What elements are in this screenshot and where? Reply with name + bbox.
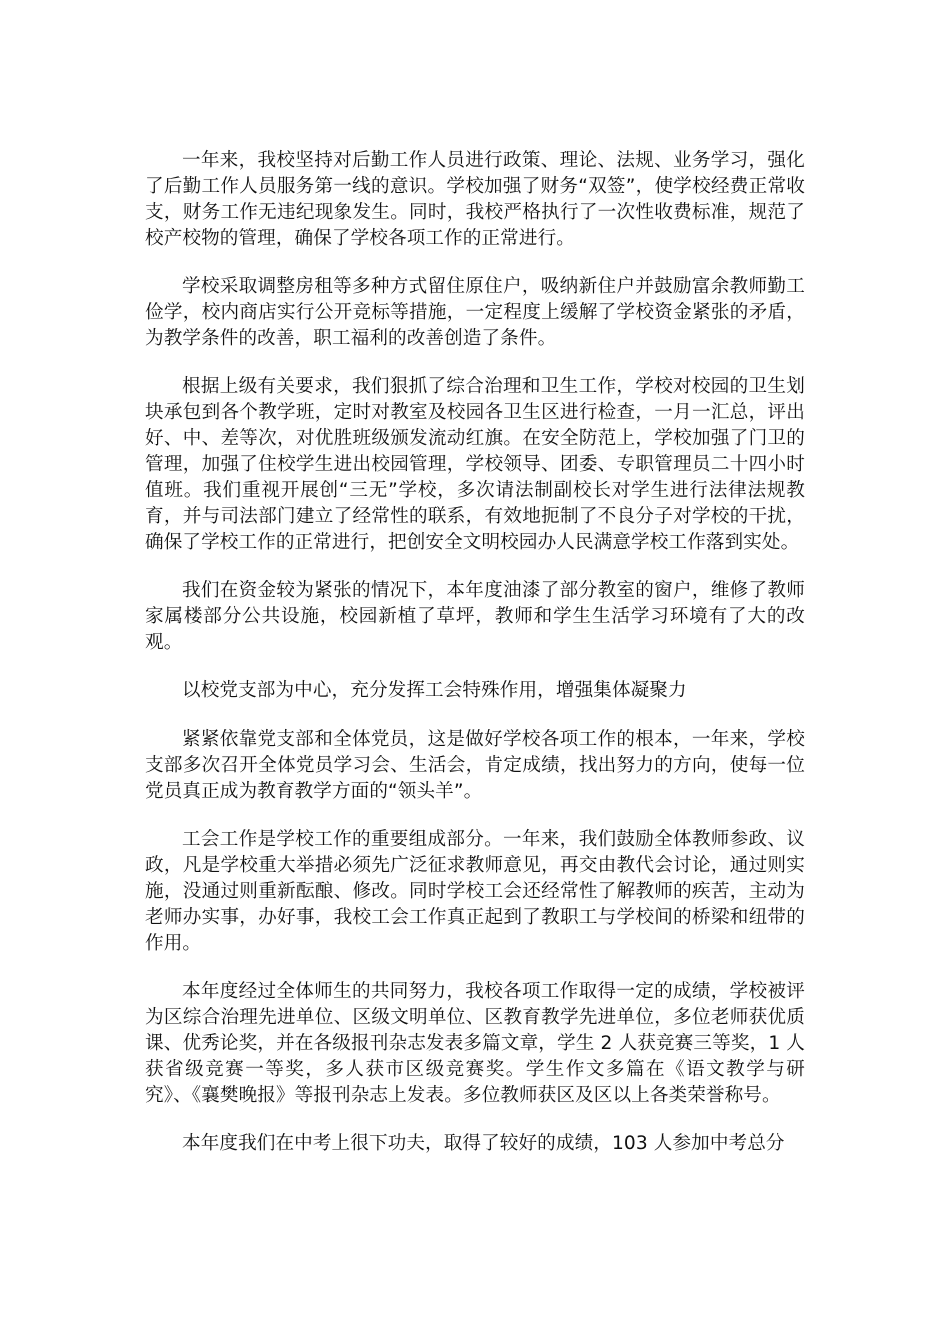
paragraph-funding: 学校采取调整房租等多种方式留住原住户，吸纳新住户并鼓励富余教师勤工俭学，校内商店实行公开竞标等措施，一定程度上缓解了学校资金紧张的矛盾，为教学条件的改善，职工福利的改善创造了条件。	[145, 276, 805, 349]
document-body	[145, 148, 805, 1179]
paragraph-safety: 根据上级有关要求，我们狠抓了综合治理和卫生工作，学校对校园的卫生划块承包到各个教学班，定时对教室及校园各卫生区进行检查，一月一汇总，评出好、中、差等次，对优胜班级颁发流动红旗。在安全防范上，学校加强了门卫的管理，加强了住校学生进出校园管理，学校领导、团委、专职管理员二十四小时值班。我们重视开展创“三无”学校，多次请法制副校长对学生进行法律法规教育，并与司法部门建立了经常性的联系，有效地扼制了不良分子对学校的干扰，确保了学校工作的正常进行，把创安全文明校园办人民满意学校工作落到实处。	[145, 376, 805, 553]
paragraph-party: 紧紧依靠党支部和全体党员，这是做好学校各项工作的根本，一年来，学校支部多次召开全体党员学习会、生活会，肯定成绩，找出努力的方向，使每一位党员真正成为教育教学方面的“领头羊”。	[145, 729, 805, 802]
paragraph-union: 工会工作是学校工作的重要组成部分。一年来，我们鼓励全体教师参政、议政，凡是学校重大举措必须先广泛征求教师意见，再交由教代会讨论，通过则实施，没通过则重新酝酿、修改。同时学校工会还经常性了解教师的疾苦，主动为老师办实事，办好事，我校工会工作真正起到了教职工与学校间的桥梁和纽带的作用。	[145, 829, 805, 954]
paragraph-facilities: 我们在资金较为紧张的情况下，本年度油漆了部分教室的窗户，维修了教师家属楼部分公共设施，校园新植了草坪，教师和学生生活学习环境有了大的改观。	[145, 580, 805, 653]
paragraph-achievements: 本年度经过全体师生的共同努力，我校各项工作取得一定的成绩，学校被评为区综合治理先进单位、区级文明单位、区教育教学先进单位，多位老师获优质课、优秀论奖，并在各级报刊杂志发表多篇文章，学生 2 人获竞赛三等奖，1 人获省级竞赛一等奖，多人获市区级竞赛奖。学生作文多篇在《语文教学与研究》、《襄樊晚报》等报刊杂志上发表。多位教师获区及区以上各类荣誉称号。	[145, 981, 805, 1106]
paragraph-logistics: 一年来，我校坚持对后勤工作人员进行政策、理论、法规、业务学习，强化了后勤工作人员服务第一线的意识。学校加强了财务“双签”，使学校经费正常收支，财务工作无违纪现象发生。同时，我校严格执行了一次性收费标准，规范了校产校物的管理，确保了学校各项工作的正常进行。	[145, 150, 805, 249]
section-heading: 以校党支部为中心，充分发挥工会特殊作用，增强集体凝聚力	[182, 680, 687, 701]
paragraph-exams: 本年度我们在中考上很下功夫，取得了较好的成绩，103 人参加中考总分	[182, 1133, 785, 1154]
